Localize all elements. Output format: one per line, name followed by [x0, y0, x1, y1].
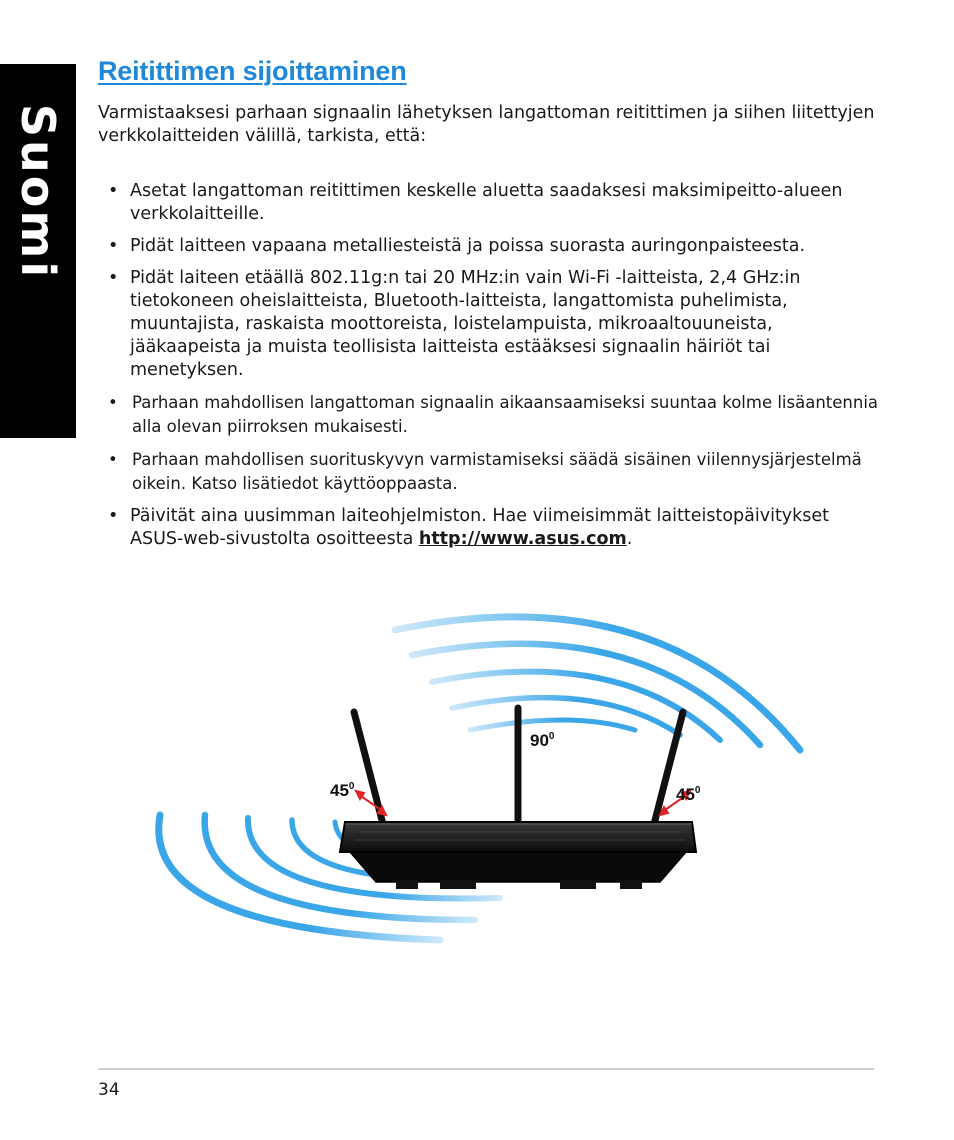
list-item-firmware	[98, 505, 878, 551]
list-item: • Asetat langattoman reitittimen keskelle aluetta saadaksesi maksimipeitto-alueen verkkolaitteille.	[98, 180, 878, 226]
language-side-tab	[0, 64, 76, 438]
footer-divider	[98, 1068, 874, 1070]
firmware-text: Päivität aina uusimman laiteohjelmiston. Hae viimeisimmät laitteistopäivitykset ASUS-web-sivustolta osoitteesta	[130, 506, 830, 549]
signal-waves-upper	[395, 617, 800, 750]
intro-paragraph: Varmistaaksesi parhaan signaalin lähetyksen langattoman reitittimen ja siihen liitettyjen verkkolaitteiden välillä, tarkista, että:	[98, 103, 875, 146]
list-item: • Parhaan mahdollisen langattoman signaalin aikaansaamiseksi suuntaa kolme lisäantennia alla olevan piirroksen mukaisesti.	[98, 391, 878, 439]
list-item: • Pidät laitteen vapaana metalliesteistä ja poissa suorasta auringonpaisteesta.	[98, 235, 878, 258]
language-label: Suomi	[11, 103, 65, 281]
antennas	[354, 708, 683, 832]
angle-label-middle: $90^0$	[530, 731, 555, 750]
placement-tips-list	[98, 180, 878, 560]
firmware-suffix: .	[626, 529, 633, 549]
section-heading: Reitittimen sijoittaminen	[98, 56, 407, 86]
router-illustration	[140, 600, 830, 970]
page-number: 34	[98, 1080, 120, 1100]
router-antenna-diagram	[140, 600, 830, 970]
angle-label-right: $45^0$	[676, 785, 701, 804]
angle-arrows	[356, 791, 690, 815]
router-body	[340, 822, 696, 889]
asus-website-link[interactable]: http://www.asus.com	[418, 529, 627, 549]
list-item: • Parhaan mahdollisen suorituskyvyn varmistamiseksi säädä sisäinen viilennysjärjestelmä oikein. Katso lisätiedot käyttöoppaasta.	[98, 448, 878, 496]
list-item: • Pidät laiteen etäällä 802.11g:n tai 20 MHz:in vain Wi-Fi -laitteista, 2,4 GHz:in tietokoneen oheislaitteista, Bluetooth-laitteista, langattomista puhelimista, muuntajista, raskaista moottoreista, loistelampuista, mikroaaltouuneista, jääkaapeista ja muista teollisista laitteista estääksesi signaalin häiriöt tai menetyksen.	[98, 267, 878, 382]
angle-label-left: $45^0$	[330, 781, 355, 800]
